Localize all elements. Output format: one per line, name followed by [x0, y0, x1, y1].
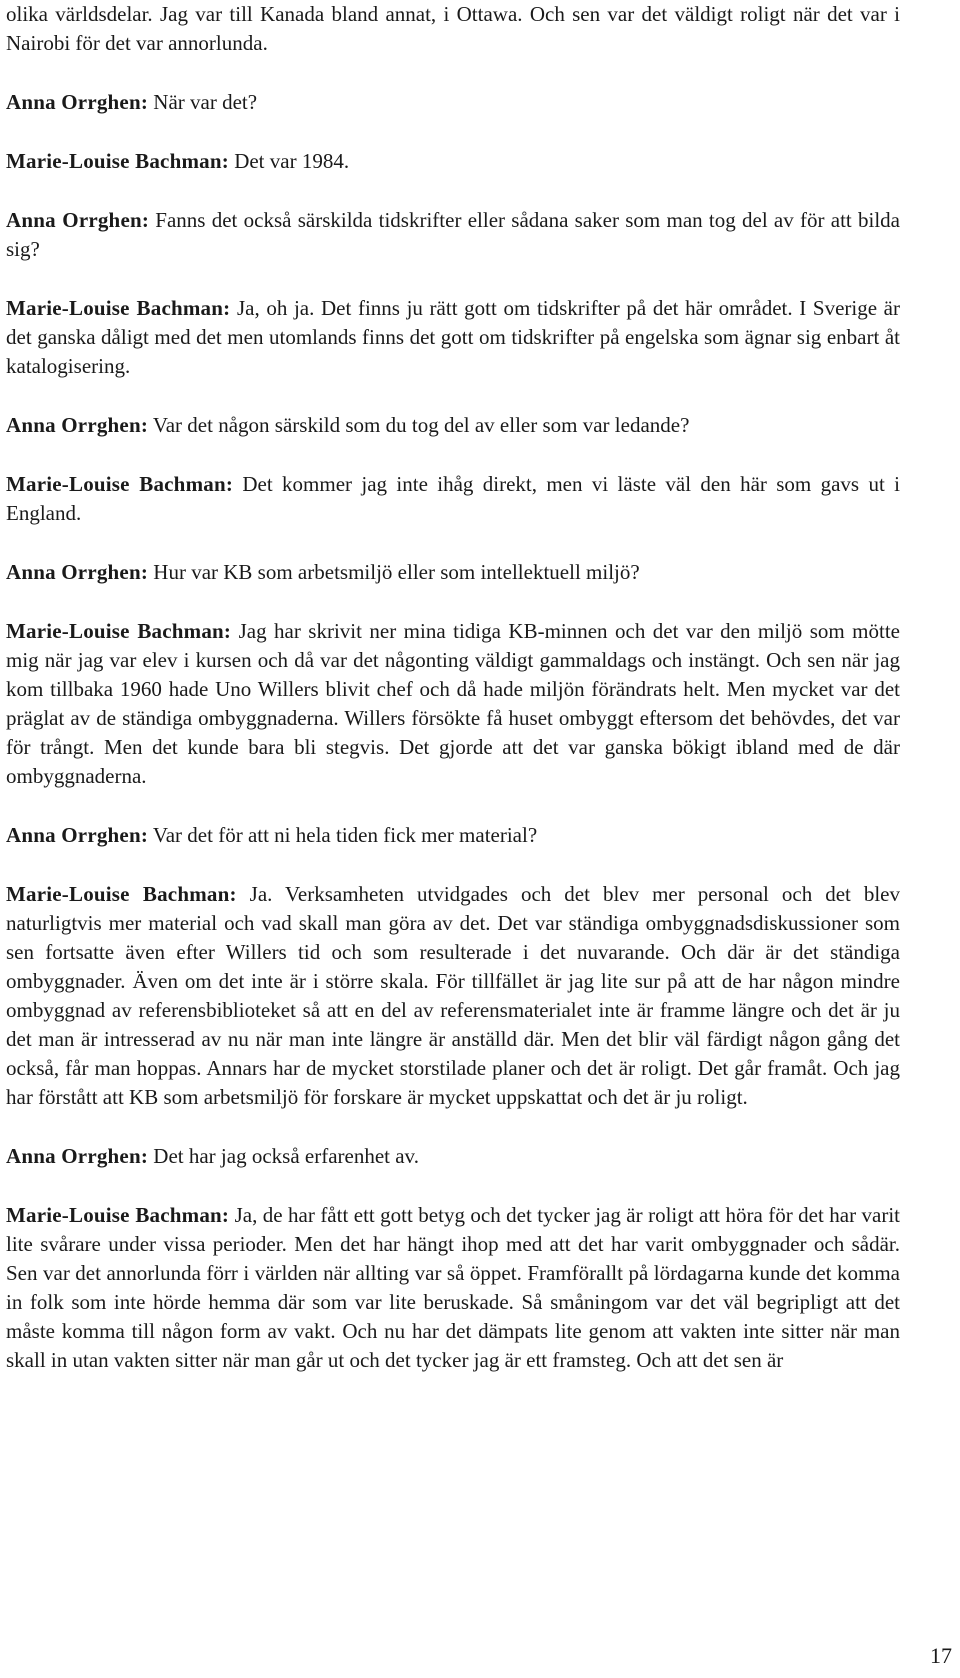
transcript-paragraph	[6, 1142, 900, 1171]
speaker-name: Anna Orrghen:	[6, 1144, 149, 1168]
paragraph-text: Ja, oh ja. Det finns ju rätt gott om tidskrifter på det här området. I Sverige är det ganska dåligt med det men utomlands finns det gott om tidskrifter på engelska som ägnar sig enbart åt katalogisering.	[6, 296, 900, 378]
transcript-paragraph	[6, 411, 900, 440]
paragraph-text: Det var 1984.	[228, 149, 350, 173]
paragraph-text: olika världsdelar. Jag var till Kanada bland annat, i Ottawa. Och sen var det väldigt roligt när det var i Nairobi för det var annorlunda.	[6, 2, 900, 55]
speaker-name: Anna Orrghen:	[6, 560, 149, 584]
paragraph-text: Var det för att ni hela tiden fick mer material?	[148, 823, 538, 847]
transcript-paragraph	[6, 470, 900, 528]
transcript-paragraph	[6, 147, 900, 176]
speaker-name: Marie-Louise Bachman:	[6, 472, 234, 496]
transcript-paragraph	[6, 294, 900, 381]
speaker-name: Anna Orrghen:	[6, 823, 149, 847]
paragraph-text: Hur var KB som arbetsmiljö eller som intellektuell miljö?	[148, 560, 640, 584]
speaker-name: Marie-Louise Bachman:	[6, 619, 232, 643]
transcript-body	[6, 0, 900, 1405]
page-number: 17	[930, 1643, 952, 1668]
transcript-paragraph	[6, 0, 900, 58]
paragraph-text: Fanns det också särskilda tidskrifter eller sådana saker som man tog del av för att bilda sig?	[6, 208, 900, 261]
paragraph-text: Ja. Verksamheten utvidgades och det blev mer personal och det blev naturligtvis mer material och vad skall man göra av det. Det var ständiga ombyggnadsdiskussioner som sen fortsatte även efter Willers tid och som resulterade i det nuvarande. Och där är det ständiga ombyggnader. Även om det inte är i större skala. För tillfället är jag lite sur på att de har någon mindre ombyggnad av referensbiblioteket så att en del av referensmaterialet inte är framme längre och det är ju det man är intresserad av nu när man inte längre är anställd där. Men det blir väl färdigt någon gång det också, får man hoppas. Annars har de mycket storstilade planer och det är roligt. Det går framåt. Och jag har förstått att KB som arbetsmiljö för forskare är mycket uppskattat och det är ju roligt.	[6, 882, 900, 1109]
speaker-name: Anna Orrghen:	[6, 413, 149, 437]
transcript-paragraph	[6, 1201, 900, 1375]
transcript-paragraph	[6, 88, 900, 117]
transcript-paragraph	[6, 880, 900, 1112]
transcript-paragraph	[6, 617, 900, 791]
paragraph-text: Jag har skrivit ner mina tidiga KB-minnen och det var den miljö som mötte mig när jag var elev i kursen och då var det någonting väldigt gammaldags och instängt. Och sen när jag kom tillbaka 1960 hade Uno Willers blivit chef och då hade miljön förändrats helt. Men mycket var det präglat av de ständiga ombyggnaderna. Willers försökte få huset ombyggt eftersom det behövdes, det var för trångt. Men det kunde bara bli stegvis. Det gjorde att det var ganska bökigt ibland med de där ombyggnaderna.	[6, 619, 900, 788]
speaker-name: Marie-Louise Bachman:	[6, 882, 237, 906]
transcript-paragraph	[6, 821, 900, 850]
speaker-name: Marie-Louise Bachman:	[6, 1203, 230, 1227]
speaker-name: Anna Orrghen:	[6, 90, 149, 114]
paragraph-text: När var det?	[148, 90, 258, 114]
paragraph-text: Det har jag också erfarenhet av.	[148, 1144, 419, 1168]
paragraph-text: Det kommer jag inte ihåg direkt, men vi läste väl den här som gavs ut i England.	[6, 472, 900, 525]
transcript-paragraph	[6, 206, 900, 264]
speaker-name: Anna Orrghen:	[6, 208, 150, 232]
speaker-name: Marie-Louise Bachman:	[6, 296, 231, 320]
speaker-name: Marie-Louise Bachman:	[6, 149, 229, 173]
transcript-paragraph	[6, 558, 900, 587]
paragraph-text: Ja, de har fått ett gott betyg och det tycker jag är roligt att höra för det har varit lite svårare under vissa perioder. Men det har hängt ihop med att det har varit ombyggnader och sådär. Sen var det annorlunda förr i världen när allting var så öppet. Framförallt på lördagarna kunde det komma in folk som inte hörde hemma där som var lite beruskade. Så småningom var det väl begripligt att det måste komma till någon form av vakt. Och nu har det dämpats lite genom att vakten inte sitter när man skall in utan vakten sitter när man går ut och det tycker jag är ett framsteg. Och att det sen är	[6, 1203, 901, 1372]
paragraph-text: Var det någon särskild som du tog del av eller som var ledande?	[148, 413, 690, 437]
